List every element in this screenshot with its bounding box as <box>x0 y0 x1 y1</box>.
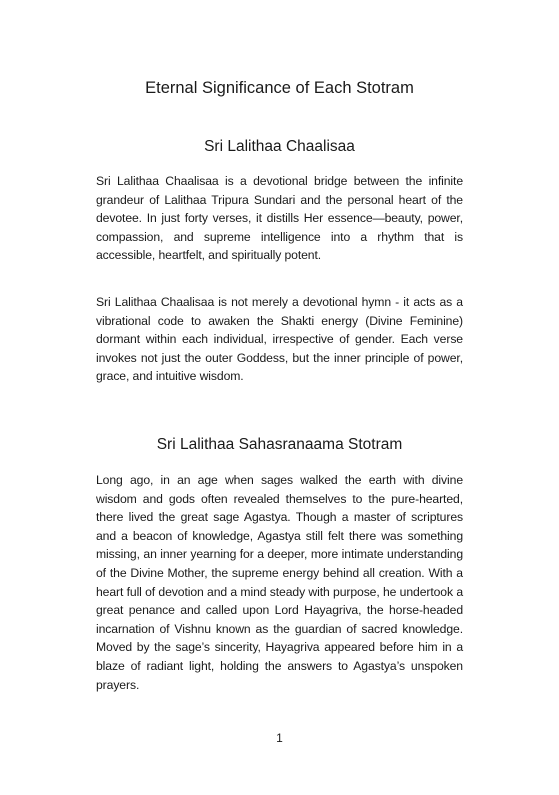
paragraph-chaalisaa-2: Sri Lalithaa Chaalisaa is not merely a devotional hymn - it acts as a vibrational code to awaken the Shakti energy (Divine Feminine) dormant within each individual, irrespective of gender. Each verse invokes not just the outer Goddess, but the inner principle of power, grace, and intuitive wisdom. <box>96 295 463 384</box>
page-number: 1 <box>276 731 283 745</box>
page-title: Eternal Significance of Each Stotram <box>145 79 414 97</box>
paragraph-chaalisaa-1: Sri Lalithaa Chaalisaa is a devotional bridge between the infinite grandeur of Lalithaa Tripura Sundari and the personal heart of the devotee. In just forty verses, it distills Her essence—beauty, power, compassion, and supreme intelligence into a rhythm that is accessible, heartfelt, and spiritually potent. <box>96 174 463 263</box>
section-heading-sahasranaama: Sri Lalithaa Sahasranaama Stotram <box>156 436 403 453</box>
section-heading-chaalisaa: Sri Lalithaa Chaalisaa <box>204 138 355 155</box>
paragraph-sahasranaama-1: Long ago, in an age when sages walked the earth with divine wisdom and gods often revealed themselves to the pure-hearted, there lived the great sage Agastya. Though a master of scriptures and a beacon of knowledge, Agastya still felt there was something missing, an inner yearning for a deeper, more intimate understanding of the Divine Mother, the supreme energy behind all creation. With a heart full of devotion and a mind steady with purpose, he undertook a great penance and called upon Lord Hayagriva, the horse-headed incarnation of Vishnu known as the guardian of sacred knowledge. Moved by the sage’s sincerity, Hayagriva appeared before him in a blaze of radiant light, holding the answers to Agastya’s unspoken prayers. <box>96 473 463 692</box>
